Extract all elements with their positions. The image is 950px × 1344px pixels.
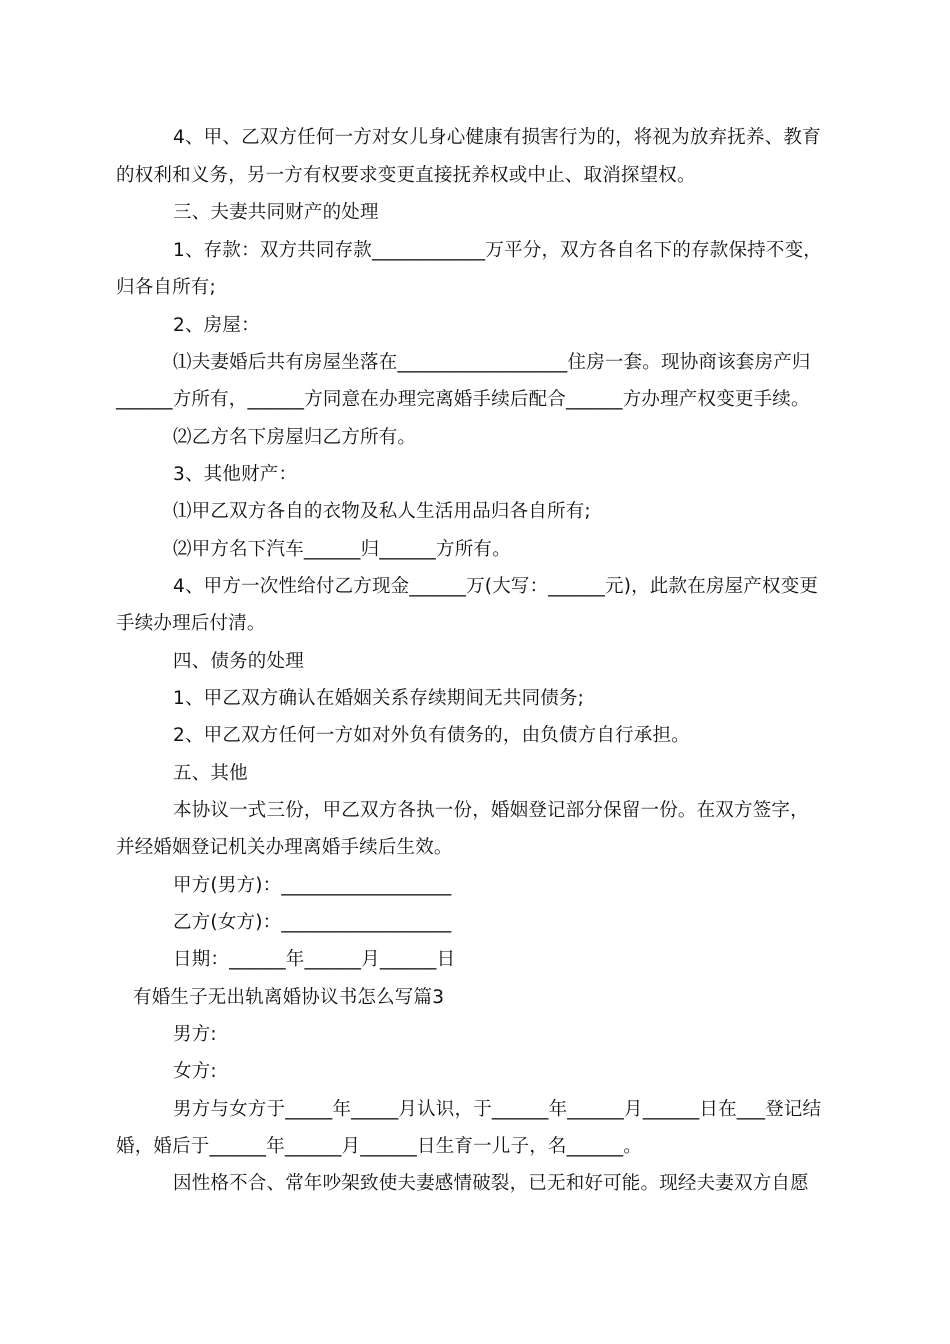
paragraph-line: 女方: bbox=[173, 1061, 217, 1082]
paragraph-line: ⑴夫妻婚后共有房屋坐落在__________________住房一套。现协商该套房产归 bbox=[173, 352, 811, 373]
section-heading: 五、其他 bbox=[173, 763, 248, 784]
paragraph-line: 本协议一式三份，甲乙双方各执一份，婚姻登记部分保留一份。在双方签字， bbox=[173, 800, 809, 821]
paragraph-line: 2、房屋： bbox=[173, 315, 260, 336]
paragraph-line: 婚，婚后于______年______月______日生育一儿子，名______。 bbox=[116, 1136, 643, 1157]
paragraph-line: 1、存款：双方共同存款____________万平分，双方各自名下的存款保持不变， bbox=[173, 240, 822, 261]
paragraph-line: 3、其他财产： bbox=[173, 464, 298, 485]
signature-line-party-b: 乙方(女方)：__________________ bbox=[173, 912, 452, 933]
paragraph-line: 4、甲方一次性给付乙方现金______万(大写：______元)，此款在房屋产权变更 bbox=[173, 576, 819, 597]
section-heading: 三、夫妻共同财产的处理 bbox=[173, 202, 379, 223]
paragraph-line: ⑴甲乙双方各自的衣物及私人生活用品归各自所有; bbox=[173, 501, 591, 522]
paragraph-line: 的权利和义务，另一方有权要求变更直接抚养权或中止、取消探望权。 bbox=[116, 165, 696, 186]
paragraph-line: ______方所有，______方同意在办理完离婚手续后配合______方办理产权变更手续。 bbox=[116, 389, 810, 410]
paragraph-line: 男方: bbox=[173, 1024, 217, 1045]
paragraph-line: 男方与女方于_____年_____月认识，于______年______月______日在___登记结 bbox=[173, 1099, 822, 1120]
paragraph-line: 因性格不合、常年吵架致使夫妻感情破裂，已无和好可能。现经夫妻双方自愿 bbox=[173, 1173, 809, 1194]
date-line: 日期：______年______月______日 bbox=[173, 949, 456, 970]
paragraph-line: 2、甲乙双方任何一方如对外负有债务的，由负债方自行承担。 bbox=[173, 725, 690, 746]
signature-line-party-a: 甲方(男方)：__________________ bbox=[173, 875, 452, 896]
paragraph-line: 归各自所有; bbox=[116, 277, 216, 298]
paragraph-line: 手续办理后付清。 bbox=[116, 613, 266, 634]
paragraph-line: 并经婚姻登记机关办理离婚手续后生效。 bbox=[116, 837, 453, 858]
paragraph-line: ⑵甲方名下汽车______归______方所有。 bbox=[173, 539, 511, 560]
section-heading: 四、债务的处理 bbox=[173, 651, 304, 672]
paragraph-line: 1、甲乙双方确认在婚姻关系存续期间无共同债务; bbox=[173, 688, 585, 709]
article-title: 有婚生子无出轨离婚协议书怎么写篇3 bbox=[133, 987, 445, 1008]
paragraph-line: ⑵乙方名下房屋归乙方所有。 bbox=[173, 427, 417, 448]
paragraph-line: 4、甲、乙双方任何一方对女儿身心健康有损害行为的，将视为放弃抚养、教育 bbox=[173, 127, 821, 148]
